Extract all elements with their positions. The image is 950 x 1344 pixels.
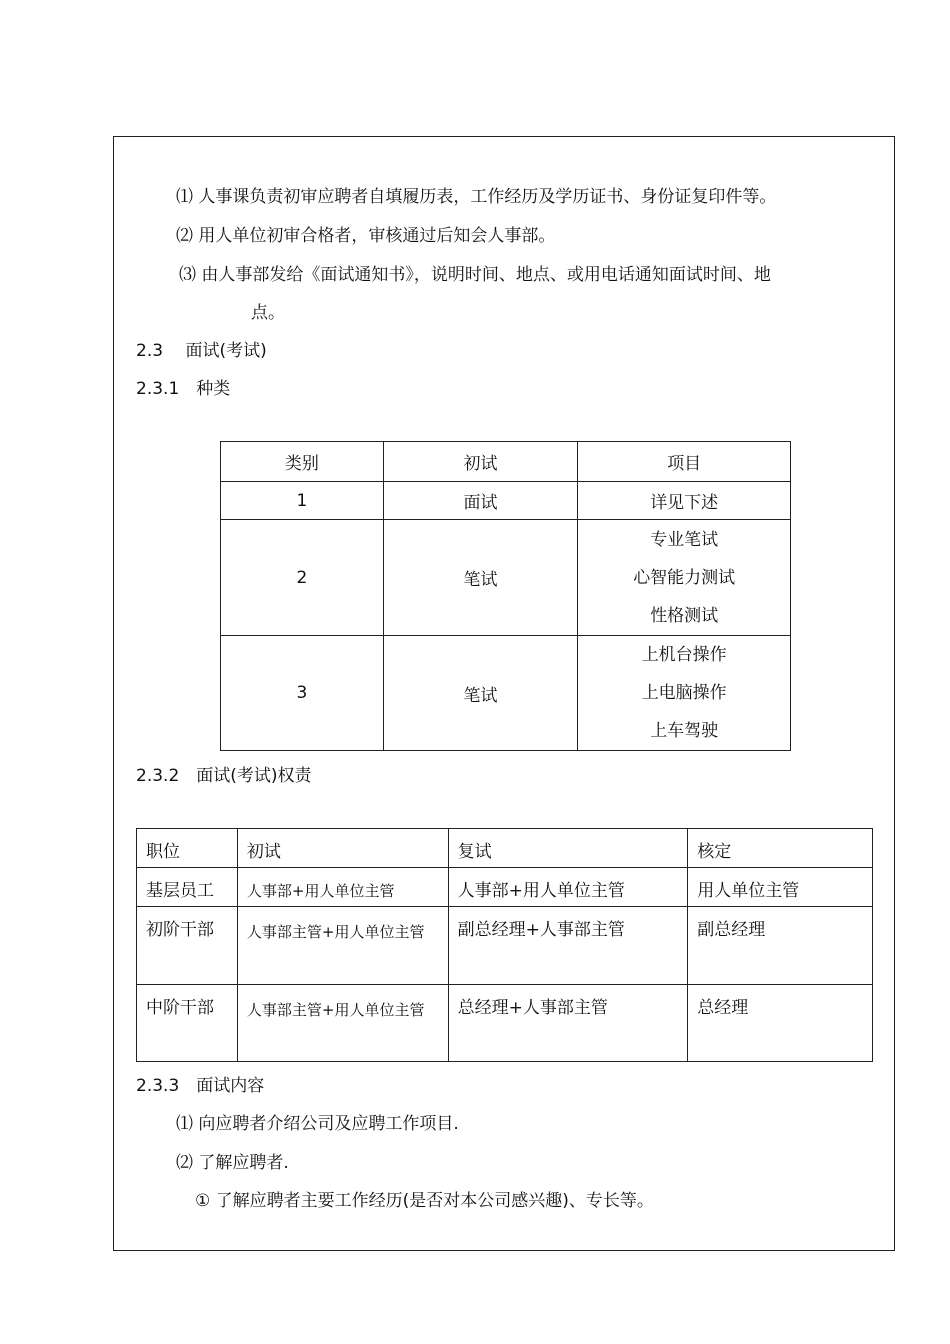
cell-second-exam: 总经理+人事部主管 [448,985,688,1062]
exam-types-table [220,441,791,751]
table-row [221,520,791,636]
item-line: 上车驾驶 [650,721,719,741]
cell-position: 基层员工 [137,868,238,907]
item-line: 上电脑操作 [641,683,727,703]
cell-first-exam: 人事部主管+用人单位主管 [237,907,448,985]
cell-approval: 副总经理 [688,907,873,985]
content-item-1: ⑴ 向应聘者介绍公司及应聘工作项目. [176,1114,459,1134]
header-first-exam: 初试 [383,442,578,482]
table-header-row [137,829,873,868]
cell-items: 详见下述 [578,482,791,520]
cell-items [578,636,791,751]
header-second-exam: 复试 [448,829,688,868]
header-items: 项目 [578,442,791,482]
item-line: 心智能力测试 [633,567,736,588]
table-row [137,907,873,985]
table-row [137,985,873,1062]
cell-items [578,520,791,636]
section-heading-2-3-1: 2.3.1 种类 [136,379,231,399]
cell-position: 中阶干部 [137,985,238,1062]
table-row [137,868,873,907]
cell-first-exam: 人事部+用人单位主管 [237,868,448,907]
section-heading-2-3-2: 2.3.2 面试(考试)权责 [136,766,312,786]
cell-first-exam: 面试 [383,482,578,520]
intro-item-2: ⑵ 用人单位初审合格者，审核通过后知会人事部。 [176,226,556,246]
intro-item-3-continued: 点。 [251,303,285,323]
section-heading-2-3: 2.3 面试(考试) [136,341,267,361]
content-item-2: ⑵ 了解应聘者. [176,1153,289,1173]
cell-second-exam: 副总经理+人事部主管 [448,907,688,985]
cell-second-exam: 人事部+用人单位主管 [448,868,688,907]
table-header-row [221,442,791,482]
content-subitem-1: ① 了解应聘者主要工作经历(是否对本公司感兴趣)、专长等。 [195,1191,654,1211]
cell-first-exam: 笔试 [383,636,578,751]
header-position: 职位 [137,829,238,868]
section-heading-2-3-3: 2.3.3 面试内容 [136,1076,265,1096]
cell-position: 初阶干部 [137,907,238,985]
cell-category: 3 [221,636,384,751]
header-approval: 核定 [688,829,873,868]
cell-first-exam: 人事部主管+用人单位主管 [237,985,448,1062]
item-line: 专业笔试 [650,529,719,550]
table-row [221,482,791,520]
intro-item-3: ⑶ 由人事部发给《面试通知书》，说明时间、地点、或用电话通知面试时间、地 [179,265,771,285]
cell-category: 1 [221,482,384,520]
table-row [221,636,791,751]
cell-first-exam: 笔试 [383,520,578,636]
item-line: 上机台操作 [641,645,727,665]
cell-approval: 总经理 [688,985,873,1062]
interview-authority-table [136,828,873,1062]
cell-approval: 用人单位主管 [688,868,873,907]
item-line: 性格测试 [650,605,719,626]
header-first-exam: 初试 [237,829,448,868]
cell-category: 2 [221,520,384,636]
intro-item-1: ⑴ 人事课负责初审应聘者自填履历表，工作经历及学历证书、身份证复印件等。 [176,187,777,207]
header-category: 类别 [221,442,384,482]
